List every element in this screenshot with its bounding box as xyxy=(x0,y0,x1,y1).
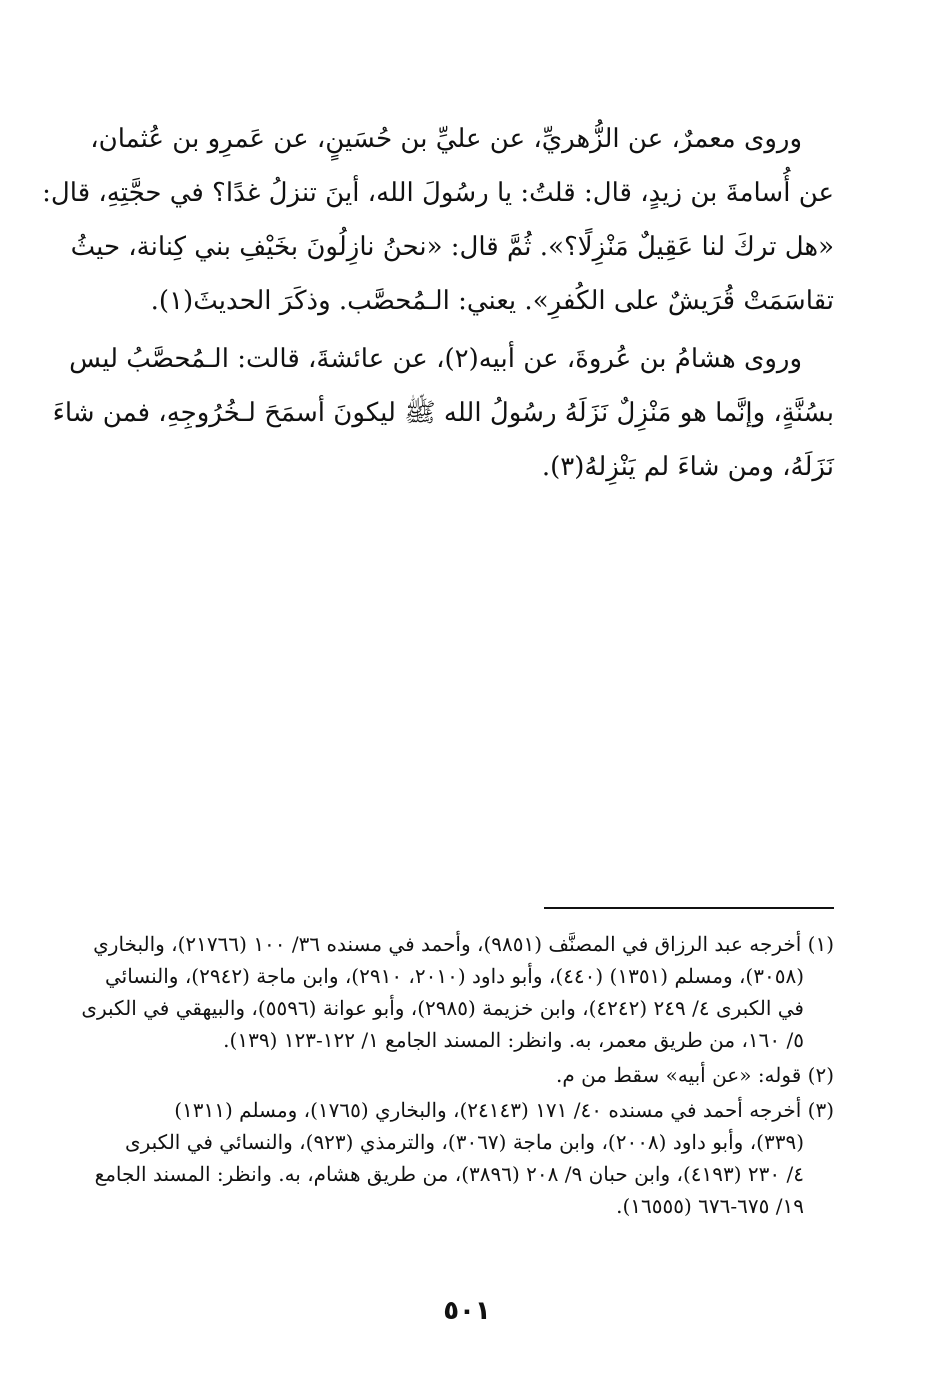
footnote-line: ١٩/ ٦٧٥-٦٧٦ (١٦٥٥٥). xyxy=(616,1194,804,1218)
paragraph-2 xyxy=(52,332,834,494)
footnote-line: (٣) أخرجه أحمد في مسنده ٤٠/ ١٧١ (٢٤١٤٣)، والبخاري (١٧٦٥)، ومسلم (١٣١١) xyxy=(174,1098,834,1122)
footnote-line: (٣٠٥٨)، ومسلم (١٣٥١) (٤٤٠)، وأبو داود (٢٠١٠، ٢٩١٠)، وابن ماجة (٢٩٤٢)، والنسائي xyxy=(104,964,804,988)
footnote-line: (١) أخرجه عبد الرزاق في المصنَّف (٩٨٥١)، وأحمد في مسنده ٣٦/ ١٠٠ (٢١٧٦٦)، والبخاري xyxy=(93,932,834,956)
footnote-1 xyxy=(81,928,834,1056)
footnote-line: في الكبرى ٤/ ٢٤٩ (٤٢٤٢)، وابن خزيمة (٢٩٨٥)، وأبو عوانة (٥٥٩٦)، والبيهقي في الكبرى xyxy=(81,996,804,1020)
footnotes xyxy=(81,928,834,1225)
paragraph-1 xyxy=(42,112,834,328)
footnote-line: (٣٣٩)، وأبو داود (٢٠٠٨)، وابن ماجة (٣٠٦٧)، والترمذي (٩٢٣)، والنسائي في الكبرى xyxy=(124,1130,804,1154)
text-line: عن أُسامةَ بن زيدٍ، قال: قلتُ: يا رسُولَ الله، أينَ تنزلُ غدًا؟ في حجَّتِهِ، قال: xyxy=(42,178,834,208)
text-line: تقاسَمَتْ قُرَيشٌ على الكُفرِ». يعني: الـمُحصَّب. وذكَرَ الحديثَ(١). xyxy=(150,286,834,316)
main-text xyxy=(42,112,834,498)
footnote-3 xyxy=(94,1094,834,1222)
footnote-line: (٢) قوله: «عن أبيه» سقط من م. xyxy=(555,1063,834,1087)
footnote-divider xyxy=(544,907,834,909)
text-line: وروى معمرٌ، عن الزُّهريِّ، عن عليِّ بن حُسَينٍ، عن عَمرِو بن عُثمان، xyxy=(90,124,802,154)
footnote-line: ٤/ ٢٣٠ (٤١٩٣)، وابن حبان ٩/ ٢٠٨ (٣٨٩٦)، من طريق هشام، به. وانظر: المسند الجامع xyxy=(94,1162,804,1186)
text-line: بسُنَّةٍ، وإنَّما هو مَنْزِلٌ نَزَلَهُ رسُولُ الله ﷺ ليكونَ أسمَحَ لـخُرُوجِهِ، فمن شاءَ xyxy=(52,398,834,428)
footnote-2 xyxy=(100,1059,834,1091)
text-line: «هل تركَ لنا عَقِيلٌ مَنْزِلًا؟». ثُمَّ قال: «نحنُ نازِلُونَ بخَيْفِ بني كِنانة، حيثُ xyxy=(70,232,834,262)
footnote-line: ٥/ ١٦٠، من طريق معمر، به. وانظر: المسند الجامع ١/ ١٢٢-١٢٣ (١٣٩). xyxy=(223,1028,804,1052)
page-number: ٥٠١ xyxy=(443,1296,491,1326)
text-line: نَزَلَهُ، ومن شاءَ لم يَنْزِلهُ(٣). xyxy=(541,452,834,482)
text-line: وروى هشامُ بن عُروةَ، عن أبيه(٢)، عن عائشةَ، قالت: الـمُحصَّبُ ليس xyxy=(69,344,802,374)
